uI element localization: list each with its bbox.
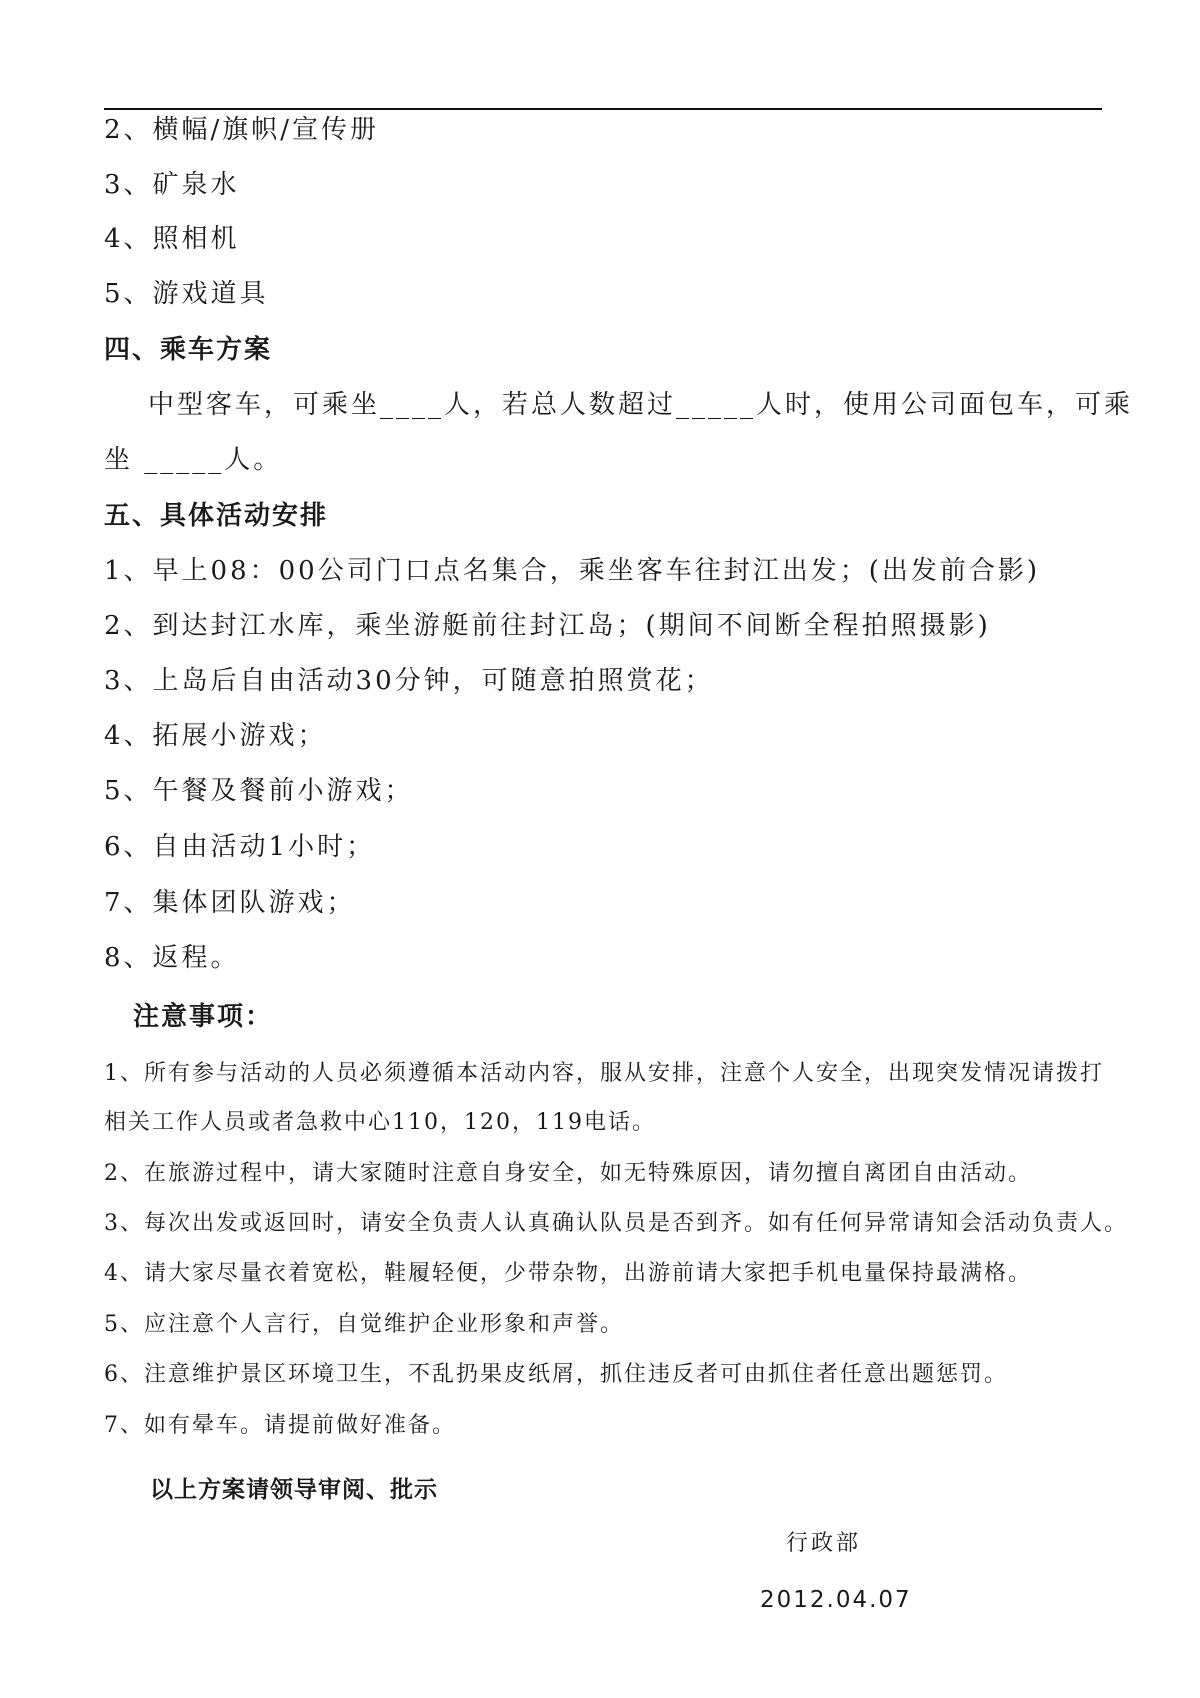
list-item-game-props: 5、游戏道具: [104, 279, 269, 309]
notice-item-1-line1: 1、所有参与活动的人员必须遵循本活动内容，服从安排，注意个人安全，出现突发情况请拨打: [104, 1061, 1105, 1086]
notice-item-5: 5、应注意个人言行，自觉维护企业形象和声誉。: [104, 1312, 624, 1337]
transport-text-line2: 坐 _____人。: [104, 445, 283, 475]
notice-item-6: 6、注意维护景区环境卫生，不乱扔果皮纸屑，抓住违反者可由抓住者任意出题惩罚。: [104, 1362, 1008, 1387]
section-heading-transport: 四、乘车方案: [104, 335, 273, 365]
list-item-camera: 4、照相机: [104, 224, 240, 254]
notice-item-3: 3、每次出发或返回时，请安全负责人认真确认队员是否到齐。如有任何异常请知会活动负责人。: [104, 1211, 1129, 1236]
schedule-item-7: 7、集体团队游戏；: [104, 888, 356, 918]
section-heading-schedule: 五、具体活动安排: [104, 501, 329, 531]
notice-item-7: 7、如有晕车。请提前做好准备。: [104, 1413, 456, 1438]
schedule-item-2: 2、到达封江水库，乘坐游艇前往封江岛；(期间不间断全程拍照摄影): [104, 611, 991, 641]
document-date: 2012.04.07: [760, 1587, 912, 1613]
transport-text-line1: 中型客车，可乘坐____人，若总人数超过_____人时，使用公司面包车，可乘: [148, 390, 1134, 420]
schedule-item-8: 8、返程。: [104, 943, 240, 973]
notice-item-2: 2、在旅游过程中，请大家随时注意自身安全，如无特殊原因，请勿擅自离团自由活动。: [104, 1161, 1032, 1186]
notice-item-4: 4、请大家尽量衣着宽松，鞋履轻便，少带杂物，出游前请大家把手机电量保持最满格。: [104, 1261, 1032, 1286]
schedule-item-3: 3、上岛后自由活动30分钟，可随意拍照赏花；: [104, 666, 714, 696]
header-rule: [104, 108, 1102, 110]
department-name: 行政部: [786, 1531, 862, 1556]
schedule-item-5: 5、午餐及餐前小游戏；: [104, 776, 414, 806]
notice-heading: 注意事项：: [133, 1002, 274, 1032]
schedule-item-4: 4、拓展小游戏；: [104, 721, 327, 751]
schedule-item-6: 6、自由活动1小时；: [104, 832, 376, 862]
approval-statement: 以上方案请领导审阅、批示: [150, 1477, 438, 1503]
list-item-banners: 2、横幅/旗帜/宣传册: [104, 115, 380, 145]
list-item-water: 3、矿泉水: [104, 170, 240, 200]
schedule-item-1: 1、早上08：00公司门口点名集合，乘坐客车往封江出发；(出发前合影): [104, 556, 1040, 586]
notice-item-1-line2: 相关工作人员或者急救中心110，120，119电话。: [104, 1110, 656, 1135]
